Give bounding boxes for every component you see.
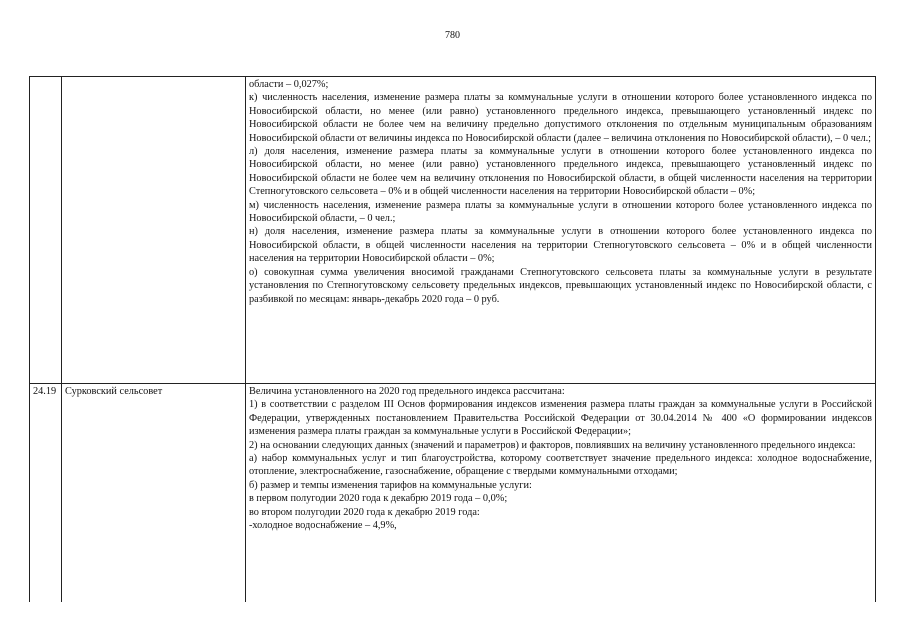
paragraph: б) размер и темпы изменения тарифов на коммунальные услуги: — [249, 479, 532, 491]
paragraph: в первом полугодии 2020 года к декабрю 2019 года – 0,0%; — [249, 493, 508, 505]
paragraph: к) численность населения, изменение размера платы за коммунальные услуги в отношении которого более установленного индекса по Новосибирской области, но менее (или равно) установленного предельного индекса, превышающего установленный индекс по Новосибирской области не более чем на величину предельно допустимого отклонения по отдельным муниципальным образованиям Новосибирской области от величины индекса по Новосибирской области (далее – величина отклонения по Новосибирской области), – 0 чел.; — [249, 92, 872, 144]
page-number: 780 — [445, 30, 460, 41]
paragraph: а) набор коммунальных услуг и тип благоустройства, которому соответствует значение предельного индекса: холодное водоснабжение, отопление, электроснабжение, газоснабжение, обращение с твердыми коммунальными отходами; — [249, 453, 872, 478]
description-cell — [246, 384, 876, 603]
paragraph: о) совокупная сумма увеличения вносимой гражданами Степногутовского сельсовета платы за коммунальные услуги в результате установления по Степногутовскому сельсовету предельных индексов, превышающих установленный индекс по Новосибирской области, с разбивкой по месяцам: январь-декабрь 2020 года – 0 руб. — [249, 266, 872, 305]
row-number-cell: 24.19 — [30, 384, 62, 603]
paragraph: области – 0,027%; — [249, 79, 329, 90]
paragraph: Величина установленного на 2020 год предельного индекса рассчитана: — [249, 386, 565, 397]
description-cell — [246, 77, 876, 384]
paragraph: 1) в соответствии с разделом III Основ формирования индексов изменения размера платы граждан за коммунальные услуги в Российской Федерации, утвержденных постановлением Правительства Российской Федерации от 30.04.2014 № 400 «О формировании индексов изменения размера платы граждан за коммунальные услуги в Российской Федерации»; — [249, 399, 872, 438]
paragraph: л) доля населения, изменение размера платы за коммунальные услуги в отношении которого более установленного индекса по Новосибирской области, но менее (или равно) установленного предельного индекса, превышающего установленный индекс по Новосибирской области не более чем на величину отклонения по Новосибирской области, в общей численности населения на территории Степногутовского сельсовета – 0% и в общей численности населения на территории Новосибирской области – 0%; — [249, 146, 872, 198]
paragraph: н) доля населения, изменение размера платы за коммунальные услуги в отношении которого более установленного индекса по Новосибирской области, в общей численности населения на территории Степногутовского сельсовета – 0% и в общей численности населения на территории Новосибирской области – 0%; — [249, 226, 872, 265]
paragraph: 2) на основании следующих данных (значений и параметров) и факторов, повлиявших на величину установленного предельного индекса: — [249, 439, 856, 451]
municipality-name-cell: Сурковский сельсовет — [62, 384, 246, 603]
municipal-index-table — [29, 76, 876, 602]
paragraph: м) численность населения, изменение размера платы за коммунальные услуги в отношении которого более установленного индекса по Новосибирской области, – 0 чел.; — [249, 199, 872, 225]
table-row — [30, 384, 876, 603]
municipality-name-cell — [62, 77, 246, 384]
table-row — [30, 77, 876, 384]
row-number-cell — [30, 77, 62, 384]
paragraph: во втором полугодии 2020 года к декабрю 2019 года: — [249, 506, 480, 518]
paragraph: -холодное водоснабжение – 4,9%, — [249, 520, 397, 532]
